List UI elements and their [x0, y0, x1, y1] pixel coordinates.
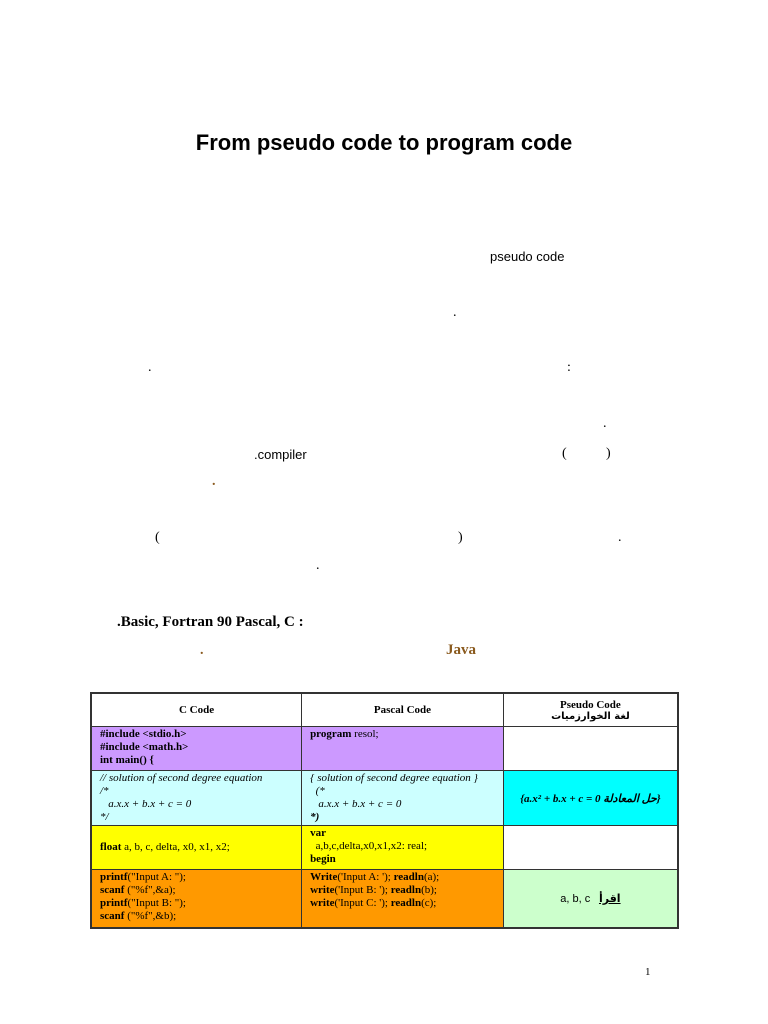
header-c: C Code	[91, 693, 302, 727]
keyword: Write	[310, 871, 338, 883]
punct-colon-1: :	[567, 360, 571, 375]
keyword: write	[310, 884, 335, 896]
keyword: scanf	[100, 884, 125, 896]
page-title: From pseudo code to program code	[195, 130, 573, 155]
pseudo-empty-cell	[503, 826, 678, 870]
punct-dot-3: .	[603, 416, 607, 431]
pascal-program-cell	[302, 727, 504, 771]
code-line: int main() {	[100, 754, 154, 766]
table-row	[91, 826, 678, 870]
header-pseudo-label: Pseudo Code	[560, 698, 621, 711]
code-line: /*	[100, 785, 109, 797]
header-pascal: Pascal Code	[302, 693, 504, 727]
paren-close-1: )	[606, 446, 611, 461]
code-line: a,b,c,delta,x0,x1,x2: real;	[310, 840, 428, 852]
punct-dot-brown: .	[212, 474, 216, 489]
keyword: float	[100, 841, 122, 853]
table-row	[91, 771, 678, 826]
code-text: ("Input B: ");	[127, 897, 186, 909]
keyword: printf	[100, 871, 128, 883]
punct-dot-1: .	[453, 305, 457, 320]
paren-open-1: (	[562, 446, 567, 461]
punct-dot-4: .	[618, 530, 622, 545]
code-text: a, b, c, delta, x0, x1, x2;	[121, 841, 230, 853]
code-line: *)	[310, 811, 320, 823]
punct-dot-5: .	[316, 558, 320, 573]
code-text: ('Input C: ');	[334, 897, 391, 909]
keyword: printf	[100, 897, 128, 909]
code-text: resol;	[351, 728, 379, 740]
compiler-word: .compiler	[254, 447, 307, 462]
c-includes-cell	[91, 727, 302, 771]
header-pseudo	[503, 693, 678, 727]
keyword: write	[310, 897, 335, 909]
code-text: ("%f",&b);	[124, 910, 177, 922]
code-line: */	[100, 811, 109, 823]
code-text: (c);	[421, 897, 437, 909]
code-line: (*	[310, 785, 325, 797]
code-text: (b);	[421, 884, 437, 896]
header-pseudo-arabic: لغة الخوارزميات	[551, 710, 630, 722]
table-row	[91, 870, 678, 928]
code-comparison-table	[90, 692, 679, 929]
keyword: scanf	[100, 910, 125, 922]
code-line: // solution of second degree equation	[100, 772, 263, 784]
code-text: ("%f",&a);	[124, 884, 176, 896]
keyword: readln	[393, 871, 424, 883]
keyword: readln	[390, 897, 422, 909]
table-row	[91, 727, 678, 771]
c-input-cell	[91, 870, 302, 928]
languages-line: .Basic, Fortran 90 Pascal, C :	[117, 614, 304, 630]
paren-close-2: )	[458, 530, 463, 545]
read-keyword: اقرأ	[598, 891, 621, 905]
java-word: Java	[446, 642, 476, 658]
pascal-input-cell	[302, 870, 504, 928]
code-line: a.x.x + b.x + c = 0	[310, 798, 402, 810]
pseudo-code-label: pseudo code	[490, 249, 565, 264]
code-line: a.x.x + b.x + c = 0	[100, 798, 192, 810]
pascal-comment-cell	[302, 771, 504, 826]
keyword: readln	[390, 884, 422, 896]
paren-open-2: (	[155, 530, 160, 545]
keyword: program	[310, 728, 352, 740]
code-text: ("Input A: ");	[127, 871, 186, 883]
code-text: ('Input B: ');	[334, 884, 391, 896]
code-line: #include <stdio.h>	[100, 728, 187, 740]
pseudo-read-cell	[503, 870, 678, 928]
punct-dot-2: .	[148, 360, 152, 375]
keyword: begin	[310, 853, 336, 865]
pseudo-equation-cell	[503, 771, 678, 826]
code-text: ('Input A: ');	[337, 871, 394, 883]
read-vars: a, b, c	[560, 892, 591, 905]
keyword: var	[310, 827, 326, 839]
c-declaration-cell	[91, 826, 302, 870]
code-text: (a);	[423, 871, 440, 883]
pascal-declaration-cell	[302, 826, 504, 870]
code-line: { solution of second degree equation }	[310, 772, 478, 784]
table-header-row	[91, 693, 678, 727]
pseudo-empty-cell	[503, 727, 678, 771]
page-number: 1	[645, 966, 651, 978]
equation-text: {a.x² + b.x + c = 0 حل المعادلة}	[520, 792, 661, 805]
c-comment-cell	[91, 771, 302, 826]
punct-dot-java: .	[200, 643, 204, 658]
code-line: #include <math.h>	[100, 741, 189, 753]
